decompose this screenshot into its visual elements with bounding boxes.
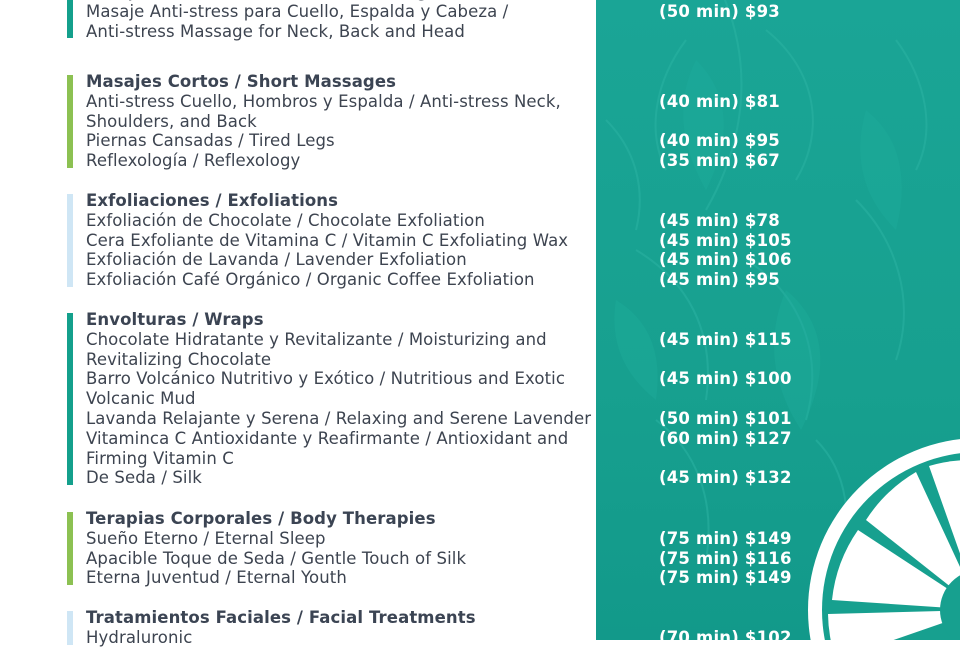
section-accent-bar	[67, 0, 73, 38]
item-price: (45 min) $106	[659, 250, 792, 270]
item-name: Piernas Cansadas / Tired Legs	[86, 131, 335, 151]
item-name: Anti-stress Cuello, Hombros y Espalda / Anti-stress Neck,	[86, 91, 561, 111]
item-name: Barro Volcánico Nutritivo y Exótico / Nutritious and Exotic	[86, 369, 566, 389]
item-name: Exfoliación de Lavanda / Lavender Exfoliation	[86, 250, 467, 270]
item-name: Firming Vitamin C	[86, 448, 234, 468]
item-price: (45 min) $115	[659, 329, 792, 349]
item-price: (45 min) $132	[659, 468, 792, 488]
item-price: (40 min) $95	[659, 131, 780, 151]
item-name: Volcanic Mud	[86, 389, 196, 409]
item-name: Reflexología / Reflexology	[86, 151, 301, 171]
section-heading: Masajes Cortos / Short Massages	[86, 72, 397, 91]
item-name: Hydraluronic	[86, 627, 193, 647]
item-price: (40 min) $81	[659, 91, 780, 111]
item-name: Sueño Eterno / Eternal Sleep	[86, 528, 326, 548]
section-accent-bar	[67, 75, 73, 168]
item-price: (45 min) $95	[659, 270, 780, 290]
item-price: (75 min) $149	[659, 528, 792, 548]
item-name: Exfoliación de Chocolate / Chocolate Exfoliation	[86, 210, 485, 230]
item-price: (45 min) $100	[659, 369, 792, 389]
item-price: (75 min) $149	[659, 568, 792, 588]
section-heading: Tratamientos Faciales / Facial Treatments	[86, 608, 476, 627]
item-price: (50 min) $101	[659, 409, 792, 428]
section-heading: Exfoliaciones / Exfoliations	[86, 191, 339, 210]
item-price: (70 min) $102	[659, 627, 792, 647]
item-name: Masaje Anti-stress para Cuello, Espalda y Cabeza /	[86, 1, 509, 21]
item-price: (45 min) $78	[659, 210, 780, 230]
item-price: (35 min) $67	[659, 151, 780, 171]
item-price: (45 min) $105	[659, 230, 792, 250]
item-price: (50 min) $93	[659, 1, 780, 21]
section-heading: Envolturas / Wraps	[86, 310, 264, 329]
item-name: Apacible Toque de Seda / Gentle Touch of Silk	[86, 548, 467, 568]
item-name: Cera Exfoliante de Vitamina C / Vitamin C Exfoliating Wax	[86, 230, 569, 250]
item-name: Eterna Juventud / Eternal Youth	[86, 568, 347, 588]
item-name: Anti-stress Massage for Neck, Back and Head	[86, 21, 465, 41]
item-name: De Seda / Silk	[86, 468, 202, 488]
item-price: (75 min) $116	[659, 548, 792, 568]
section-heading: Terapias Corporales / Body Therapies	[86, 509, 436, 528]
section-accent-bar	[67, 512, 73, 585]
item-name: Vitaminca C Antioxidante y Reafirmante / Antioxidant and	[86, 428, 569, 448]
item-name: Revitalizing Chocolate	[86, 349, 272, 369]
item-name: Chocolate Hidratante y Revitalizante / Moisturizing and	[86, 329, 547, 349]
section-accent-bar	[67, 313, 73, 485]
item-name: Shoulders, and Back	[86, 111, 257, 131]
item-name: Lavanda Relajante y Serena / Relaxing and Serene Lavender	[86, 409, 592, 428]
item-name: Exfoliación Café Orgánico / Organic Coffee Exfoliation	[86, 270, 535, 290]
item-price: (60 min) $127	[659, 428, 792, 448]
section-accent-bar	[67, 194, 73, 287]
